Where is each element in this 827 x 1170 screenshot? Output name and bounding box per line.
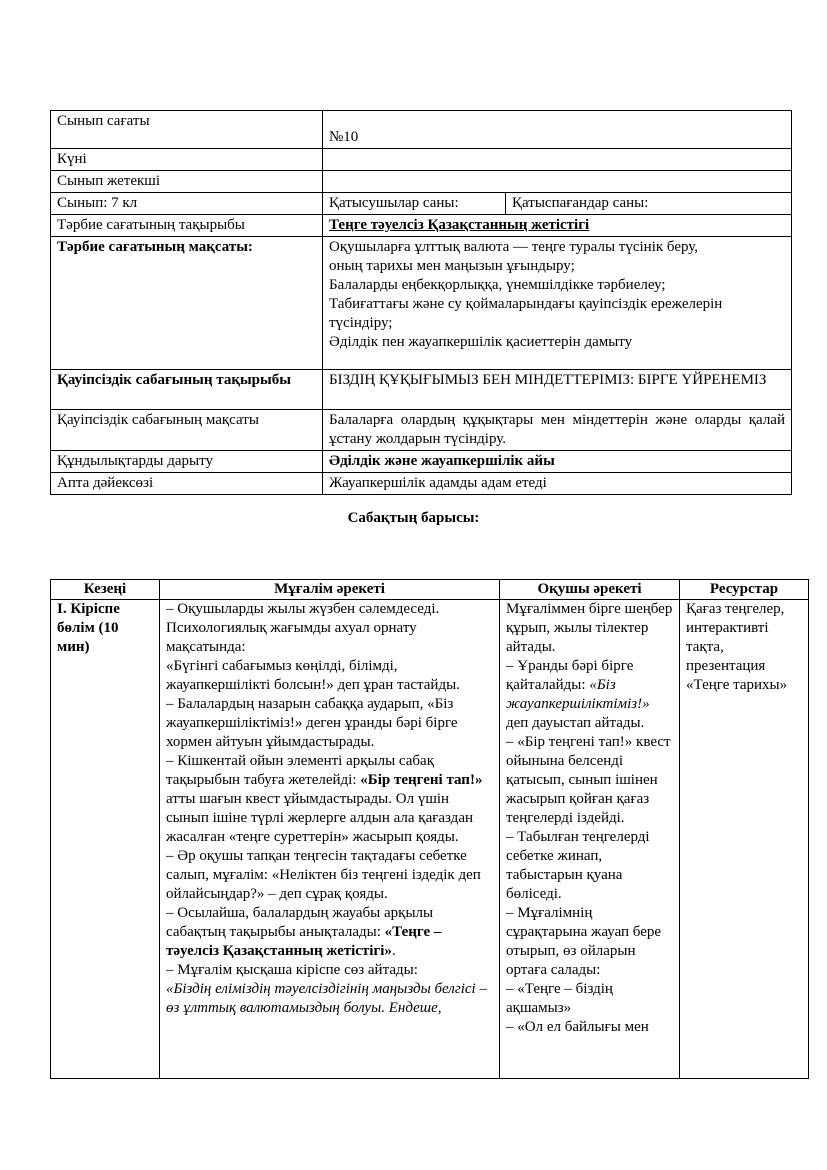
goal-line: Табиғаттағы және су қоймаларындағы қауіпсіздік ережелерін түсіндіру; <box>329 296 723 331</box>
teacher-paragraph: «Бүгінгі сабағымыз көңілді, білімді, жауапкершілікті болсын!» деп ұран тастайды. <box>166 658 460 693</box>
quote-label: Апта дәйексөзі <box>51 473 323 495</box>
absent-count-label: Қатыспағандар саны: <box>506 193 792 215</box>
goal-value <box>323 237 792 370</box>
teacher-label: Сынып жетекші <box>51 171 323 193</box>
values-label: Құндылықтарды дарыту <box>51 451 323 473</box>
quest-name: «Бір теңгені тап!» <box>360 772 483 788</box>
student-paragraph: Мұғаліммен бірге шеңбер құрып, жылы тілектер айтады. <box>506 601 673 655</box>
grade-label: Сынып: 7 кл <box>51 193 323 215</box>
lesson-topic: «Теңге – тәуелсіз Қазақстанның жетістігі» <box>166 924 442 959</box>
stage-cell <box>51 600 160 1079</box>
safety-goal-label: Қауіпсіздік сабағының мақсаты <box>51 410 323 451</box>
header-stage: Кезеңі <box>51 580 160 600</box>
safety-topic-label: Қауіпсіздік сабағының тақырыбы <box>51 370 323 410</box>
values-value: Әділдік және жауапкершілік айы <box>323 451 792 473</box>
stage-text: I. Кіріспе бөлім (10 мин) <box>57 601 120 655</box>
lesson-plan-table <box>50 579 809 1079</box>
class-hour-label: Сынып сағаты <box>51 111 323 149</box>
student-paragraph: – Табылған теңгелерді себетке жинап, табыстарын қуана бөліседі. <box>506 829 650 902</box>
student-action-cell <box>500 600 680 1079</box>
teacher-action-cell <box>160 600 500 1079</box>
teacher-paragraph: – Әр оқушы тапқан теңгесін тақтадағы себетке салып, мұғалім: «Неліктен біз теңгені іздедік деп ойлайсыңдар?» – деп сұрақ қояды. <box>166 848 481 902</box>
quote-value: Жауапкершілік адамды адам етеді <box>323 473 792 495</box>
lesson-progress-title: Сабақтың барысы: <box>347 510 480 526</box>
topic-label: Тәрбие сағатының тақырыбы <box>51 215 323 237</box>
student-paragraph: – «Теңге – біздің ақшамыз» <box>506 981 613 1016</box>
student-slogan: «Біз жауапкершіліктіміз!» <box>506 677 650 712</box>
day-label: Күні <box>51 149 323 171</box>
resources-cell <box>680 600 809 1079</box>
day-value <box>323 149 792 171</box>
teacher-paragraph: – Балалардың назарын сабаққа аударып, «Біз жауапкершіліктіміз!» деген ұранды бәрі бірге хормен айтуын ұйымдастырады. <box>166 696 458 750</box>
topic-value: Теңге тәуелсіз Қазақстанның жетістігі <box>323 215 792 237</box>
student-paragraph: – Мұғалімнің сұрақтарына жауап бере отырып, өз ойларын ортаға салады: <box>506 905 662 978</box>
header-teacher-action: Мұғалім әрекеті <box>160 580 500 600</box>
goal-line: Әділдік пен жауапкершілік қасиеттерін дамыту <box>329 334 633 350</box>
goal-line: Балаларды еңбекқорлыққа, үнемшілдікке тәрбиелеу; <box>329 277 666 293</box>
class-hour-value: №10 <box>323 111 792 149</box>
lesson-info-table <box>50 110 792 495</box>
goal-line: Оқушыларға ұлттық валюта — теңге туралы түсінік беру, <box>329 239 699 255</box>
resources-text: Қағаз теңгелер, интерактивті тақта, презентация «Теңге тарихы» <box>686 601 788 693</box>
student-paragraph: – «Ол ел байлығы мен <box>506 1019 649 1035</box>
student-paragraph: – Ұранды бәрі бірге қайталайды: «Біз жауапкершіліктіміз!» деп дауыстап айтады. <box>506 658 650 731</box>
teacher-paragraph: – Осылайша, балалардың жауабы арқылы сабақтың тақырыбы анықталады: «Теңге – тәуелсіз Қазақстанның жетістігі». <box>166 905 442 959</box>
safety-topic-value: БІЗДІҢ ҚҰҚЫҒЫМЫЗ БЕН МІНДЕТТЕРІМІЗ: БІРГЕ ҮЙРЕНЕМІЗ <box>323 370 792 410</box>
present-count-label: Қатысушылар саны: <box>323 193 506 215</box>
goal-line: оның тарихы мен маңызын ұғындыру; <box>329 258 575 274</box>
teacher-paragraph: – Мұғалім қысқаша кіріспе сөз айтады: <box>166 962 418 978</box>
teacher-paragraph: – Оқушыларды жылы жүзбен сәлемдеседі. Психологиялық жағымды ахуал орнату мақсатында: <box>166 601 440 655</box>
teacher-value <box>323 171 792 193</box>
teacher-quote: «Біздің еліміздің тәуелсіздігінің маңызды белгісі – өз ұлттық валютамыздың болуы. Ендеше, <box>166 981 487 1016</box>
goal-label: Тәрбие сағатының мақсаты: <box>51 237 323 370</box>
student-paragraph: – «Бір теңгені тап!» квест ойынына белсенді қатысып, сынып ішінен жасырып қойған қағаз теңгелерді іздейді. <box>506 734 671 826</box>
safety-goal-value: Балаларға олардың құқықтары мен міндеттерін және оларды қалай ұстану жолдарын түсіндіру. <box>323 410 792 451</box>
teacher-paragraph: – Кішкентай ойын элементі арқылы сабақ тақырыбын табуға жетелейді: «Бір теңгені тап!» атты шағын квест ұйымдастырады. Ол үшін сынып ішіне түрлі жерлерге алдын ала қағаздан жасалған «теңге суреттерін» жасырып қояды. <box>166 753 483 845</box>
header-resources: Ресурстар <box>680 580 809 600</box>
header-student-action: Оқушы әрекеті <box>500 580 680 600</box>
